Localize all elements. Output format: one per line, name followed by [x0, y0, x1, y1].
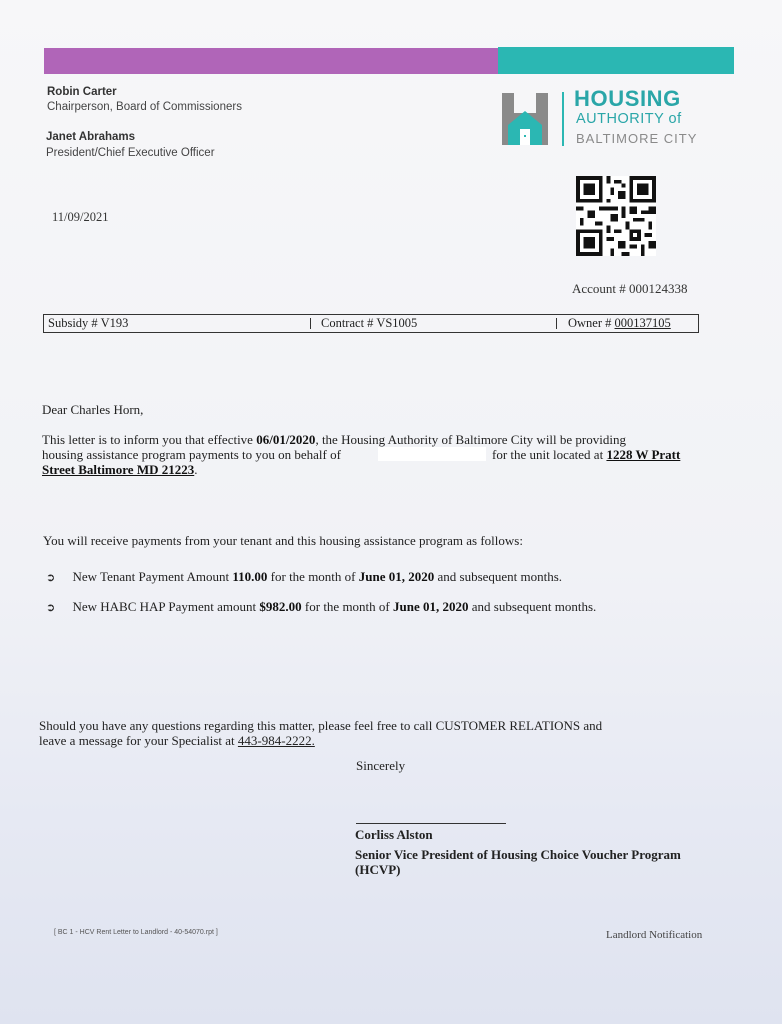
intro-text: , the Housing Authority of Baltimore City will be providing [315, 432, 626, 447]
payment-label: New HABC HAP Payment amount [72, 599, 260, 614]
list-item [46, 599, 596, 615]
tenant-payment-amount: 110.00 [232, 569, 268, 584]
payment-text: for the month of [267, 569, 359, 584]
owner-number-field [568, 316, 671, 331]
officer-name-2: Janet Abrahams [46, 131, 136, 143]
logo-text-authority: AUTHORITY of [576, 111, 682, 127]
effective-date: 06/01/2020 [256, 432, 316, 447]
payment-text: and subsequent months. [434, 569, 563, 584]
logo-text-housing: HOUSING [574, 86, 681, 111]
logo-divider [562, 92, 564, 146]
qr-code-icon [573, 176, 659, 256]
payment-text: for the month of [301, 599, 393, 614]
payments-intro: You will receive payments from your tenant and this housing assistance program as follows: [43, 533, 523, 548]
signature-line [356, 823, 506, 824]
header-bar-teal [498, 47, 734, 74]
header-bar-purple [44, 48, 498, 74]
arrow-bullet-icon: ➲ [46, 571, 56, 584]
signer-title-1: Senior Vice President of Housing Choice Voucher Program [355, 847, 681, 862]
officer-name-1: Robin Carter [47, 86, 117, 98]
intro-text: This letter is to inform you that effective [42, 432, 257, 447]
logo-text-city: BALTIMORE CITY [576, 131, 698, 146]
intro-line-1 [42, 432, 626, 447]
arrow-bullet-icon: ➲ [46, 601, 56, 614]
footer-label: Landlord Notification [606, 929, 703, 941]
questions-line-1: Should you have any questions regarding this matter, please feel free to call CUSTOMER RELATIONS and [39, 718, 603, 733]
officer-title-2: President/Chief Executive Officer [46, 147, 215, 159]
owner-label: Owner # [568, 316, 615, 330]
intro-line-2b [492, 447, 680, 462]
greeting: Dear Charles Horn, [42, 402, 144, 417]
hap-payment-amount: $982.00 [259, 599, 302, 614]
owner-number: 000137105 [614, 316, 671, 330]
questions-line-2 [39, 733, 315, 748]
closing: Sincerely [356, 758, 406, 773]
intro-text: for the unit located at [492, 447, 607, 462]
footer-report-id: [ BC 1 - HCV Rent Letter to Landlord - 40-54070.rpt ] [54, 929, 218, 936]
contract-number: Contract # VS1005 [321, 316, 418, 330]
signer-name: Corliss Alston [355, 827, 433, 842]
list-item [46, 569, 562, 585]
unit-address-line-1: 1228 W Pratt [606, 447, 681, 462]
redacted-tenant-name [378, 447, 486, 461]
payment-text: and subsequent months. [468, 599, 597, 614]
officer-title-1: Chairperson, Board of Commissioners [47, 101, 242, 113]
intro-line-2: housing assistance program payments to you on behalf of [42, 447, 341, 462]
specialist-phone: 443-984-2222. [237, 733, 315, 748]
reference-box [43, 314, 699, 333]
account-number: Account # 000124338 [572, 281, 688, 296]
subsidy-number: Subsidy # V193 [48, 316, 129, 330]
housing-authority-logo-icon [502, 91, 548, 147]
payment-month: June 01, 2020 [358, 569, 435, 584]
payment-label: New Tenant Payment Amount [72, 569, 233, 584]
ref-divider-2 [556, 318, 557, 329]
intro-text: . [194, 462, 198, 477]
questions-text: leave a message for your Specialist at [39, 733, 238, 748]
letter-date: 11/09/2021 [52, 210, 109, 224]
payment-month: June 01, 2020 [393, 599, 469, 614]
signer-title-2: (HCVP) [355, 862, 401, 877]
ref-divider-1 [310, 318, 311, 329]
intro-line-3 [42, 462, 197, 477]
unit-address-line-2: Street Baltimore MD 21223 [42, 462, 195, 477]
